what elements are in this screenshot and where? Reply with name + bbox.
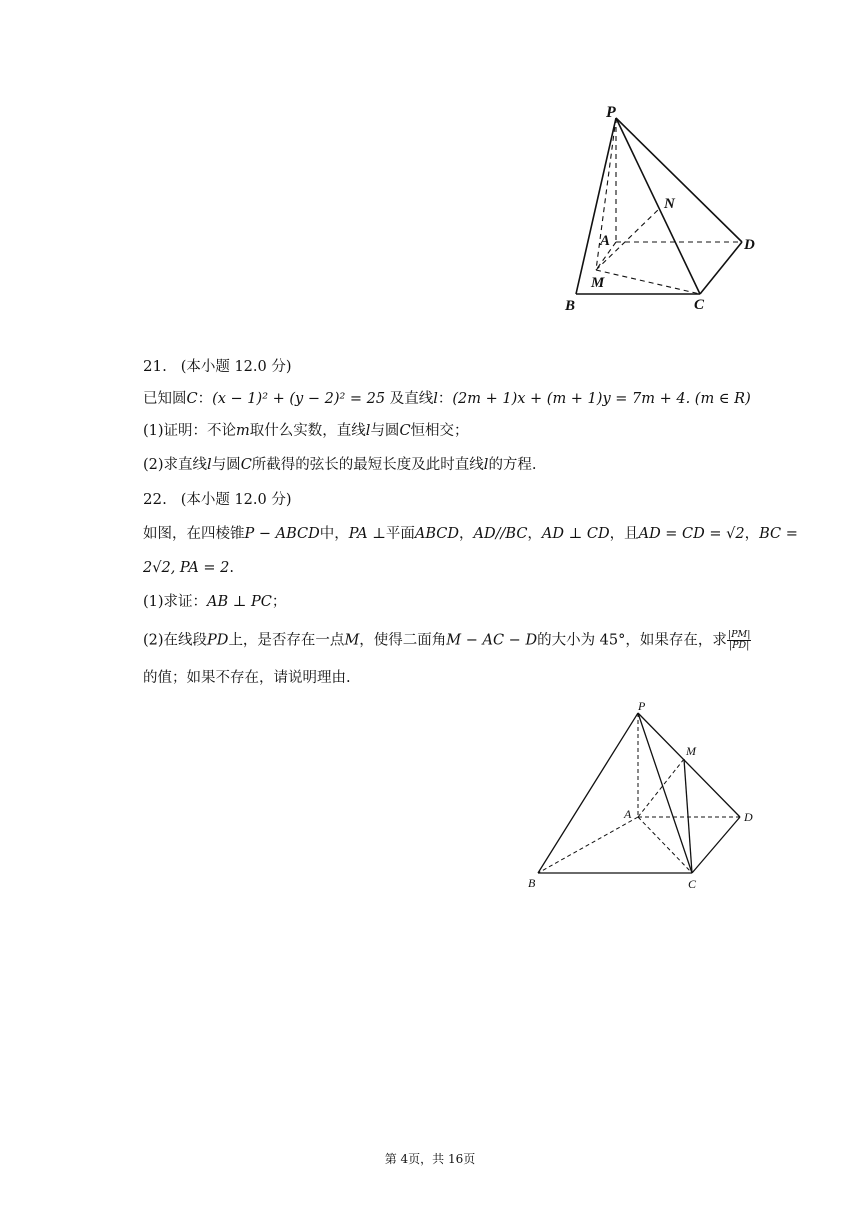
label-C: C [694,297,705,313]
figure-pyramid-1 [540,95,780,320]
q21-part2: (2)求直线l与圆C所截得的弦长的最短长度及此时直线l的方程. [143,457,537,473]
page-footer: 第 4页，共 16页 [384,1152,476,1166]
label-B: B [528,876,536,890]
label-A: A [624,807,632,821]
label-D: D [744,237,755,253]
q22-number: 22. [143,490,167,508]
q22-statement-line2: 2√2, PA = 2. [143,560,235,576]
q21-part1: (1)证明：不论m取什么实数，直线l与圆C恒相交； [143,423,469,439]
label-A: A [600,233,611,249]
label-D: D [744,810,753,824]
q21-statement: 已知圆C：(x − 1)² + (y − 2)² = 25 及直线l：(2m + 1)x + (m + 1)y = 7m + 4. (m ∈ R) [143,391,751,407]
q21-points: (本小题 12.0 分) [180,359,292,375]
q22-header [143,489,292,510]
label-M: M [686,744,696,758]
q21-number: 21. [143,357,167,375]
label-P: P [638,699,646,713]
q22-part1: (1)求证：AB ⊥ PC； [143,594,287,610]
label-P: P [606,104,616,121]
label-B: B [565,298,576,314]
ratio-fraction: $\frac{|PM|}{|PD|}$ [727,629,751,651]
label-M: M [591,275,605,291]
q22-part2: (2)在线段PD上，是否存在一点M，使得二面角M − AC − D的大小为 45°，如果存在，求 $\frac{|PM|}{|PD|}$ [143,629,751,651]
q22-statement-line1: 如图，在四棱锥P − ABCD中，PA ⊥平面ABCD，AD//BC，AD ⊥ CD，且AD = CD = √2，BC = [143,526,798,542]
label-C: C [688,877,697,891]
figure-pyramid-2 [520,695,770,895]
q21-header [143,356,292,377]
circle-equation: (x − 1)² + (y − 2)² = 25 [212,391,386,407]
q22-part2-cont: 的值；如果不存在，请说明理由. [143,670,351,686]
label-N: N [664,196,675,212]
line-equation: (2m + 1)x + (m + 1)y = 7m + 4. (m ∈ R) [452,391,751,407]
q22-points: (本小题 12.0 分) [180,492,292,508]
